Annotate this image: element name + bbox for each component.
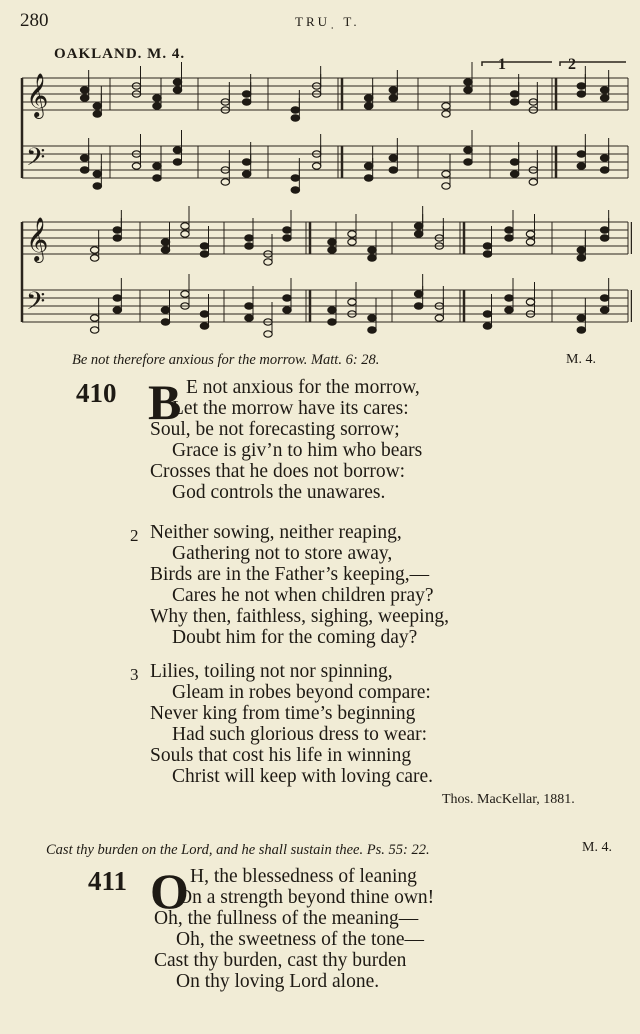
verse-line: Lilies, toiling not nor spinning, (150, 661, 393, 682)
verse-line: On a strength beyond thine own! (178, 887, 435, 908)
verse-line: Why then, faithless, sighing, weeping, (150, 606, 449, 627)
verse-line: Crosses that he does not borrow: (150, 461, 406, 482)
verse-line: On thy loving Lord alone. (176, 971, 380, 992)
page-number: 280 (20, 10, 49, 31)
running-head: TRUˌ T. (295, 14, 360, 29)
verse-line: Soul, be not forecasting sorrow; (150, 419, 400, 440)
hymn-410-drop-cap: B (148, 374, 182, 430)
svg-text:𝄞: 𝄞 (26, 73, 49, 117)
hymn-411-meter: M. 4. (582, 840, 612, 855)
hymn-410-number: 410 (76, 378, 117, 408)
verse-line: Gleam in robes beyond compare: (172, 682, 431, 703)
svg-text:𝄢: 𝄢 (26, 287, 46, 322)
hymn-411-drop-cap: O (150, 863, 189, 919)
verse-line: Grace is giv’n to him who bears (172, 440, 423, 461)
tune-name: OAKLAND. M. 4. (54, 46, 186, 62)
music-score (20, 60, 632, 340)
verse-line: Neither sowing, neither reaping, (150, 522, 402, 543)
verse-line: Cast thy burden, cast thy burden (154, 950, 407, 971)
verse-line: Cares he not when children pray? (172, 585, 434, 606)
svg-text:𝄢: 𝄢 (26, 143, 46, 178)
verse-line: Oh, the fullness of the meaning— (154, 908, 419, 929)
verse-line: Had such glorious dress to wear: (172, 724, 428, 745)
verse-line: Never king from time’s beginning (150, 703, 416, 724)
verse-line: Doubt him for the coming day? (172, 627, 418, 648)
hymn-410-meter: M. 4. (566, 352, 596, 367)
verse-line: God controls the unawares. (172, 482, 386, 503)
stanza-3-number: 3 (130, 665, 139, 684)
verse-line: Gathering not to store away, (172, 543, 393, 564)
hymn-410-epigraph: Be not therefore anxious for the morrow. Matt. 6: 28. (72, 352, 380, 368)
verse-line: Birds are in the Father’s keeping,— (150, 564, 430, 585)
verse-line: Let the morrow have its cares: (172, 398, 409, 419)
verse-line: Souls that cost his life in winning (150, 745, 412, 766)
verse-line: H, the blessedness of leaning (190, 866, 417, 887)
hymn-410-author: Thos. MacKellar, 1881. (442, 792, 575, 807)
first-ending-label: 1 (498, 56, 506, 73)
verse-line: E not anxious for the morrow, (186, 377, 420, 398)
stanza-2-number: 2 (130, 526, 139, 545)
verse-line: Christ will keep with loving care. (172, 766, 434, 787)
svg-text:𝄞: 𝄞 (26, 217, 49, 261)
verse-line: Oh, the sweetness of the tone— (176, 929, 425, 950)
hymn-411-epigraph: Cast thy burden on the Lord, and he shall sustain thee. Ps. 55: 22. (46, 842, 430, 858)
second-ending-label: 2 (568, 56, 576, 73)
hymn-411-number: 411 (88, 866, 128, 896)
